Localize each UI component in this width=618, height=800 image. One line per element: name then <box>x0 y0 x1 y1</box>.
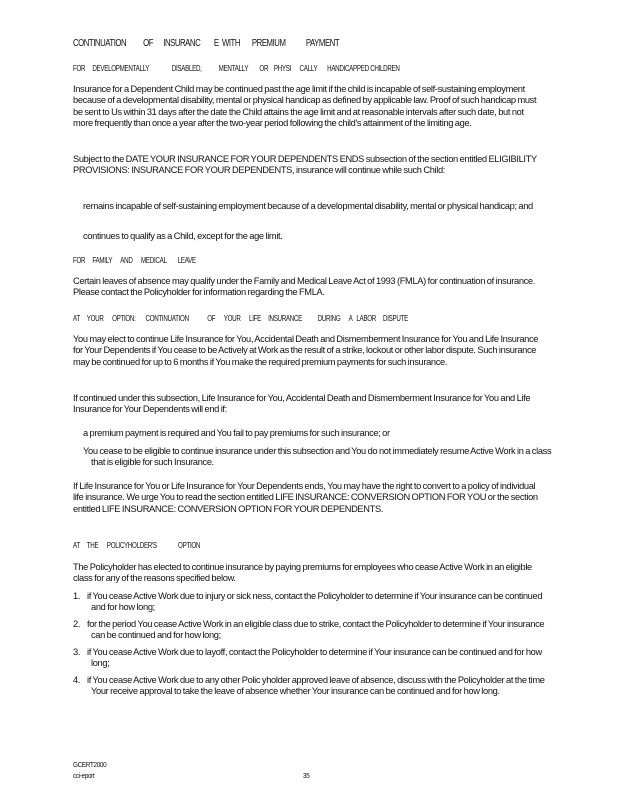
numbered-item <box>73 647 557 670</box>
subheading-labor-dispute: AT YOUR OPTION: CONTINUATION OF YOUR LIFE INSURANCE DURING A LABOR DISPUTE <box>73 314 408 323</box>
item-number: 3. <box>73 647 81 657</box>
numbered-item <box>73 675 557 698</box>
list-item-text: continues to qualify as a Child, except for the age limit. <box>83 231 283 241</box>
list-item-text: a premium payment is required and You fail to pay premiums for such insurance; or <box>83 428 390 438</box>
section-heading: CONTINUATION OF INSURANC E WITH PREMIUM PAYMENT <box>73 38 340 49</box>
list-item-text: You cease to be eligible to continue insurance under this subsection and You do not immediately resume Active Work in a class that is eligible for such Insurance. <box>83 446 552 468</box>
item-text: if You cease Active Work due to any other Polic yholder approved leave of absence, discuss with the Policyholder at the time Your receive approval to take the leave of absence whether Your insurance can be continued and for how long. <box>87 675 545 697</box>
item-number: 4. <box>73 675 81 685</box>
list-item <box>73 446 557 469</box>
item-number: 1. <box>73 591 81 601</box>
paragraph-continuation-conditions: Subject to the DATE YOUR INSURANCE FOR YOUR DEPENDENTS ENDS subsection of the section entitled ELIGIBILITY PROVISIONS: INSURANCE FOR YOUR DEPENDENTS, insurance will continue while such Child: <box>73 154 537 176</box>
list-item <box>73 201 557 212</box>
numbered-item <box>73 591 557 614</box>
footer-form-code: GCERT2000 <box>73 760 107 769</box>
subheading-disabled-children: FOR DEVELOPMENTALLY DISABLED, MENTALLY OR PHYSI CALLY HANDICAPPED CHILDREN <box>73 64 400 73</box>
paragraph-continuation-end: If continued under this subsection, Life Insurance for You, Accidental Death and Dismemberment Insurance for You and Life Insurance for Your Dependents will end if: <box>73 393 531 415</box>
subheading-policyholder-option: AT THE POLICYHOLDER'S OPTION <box>73 541 201 550</box>
footer-edition-code: cci-eport <box>73 771 95 780</box>
page-number: 35 <box>303 771 310 780</box>
item-text: if You cease Active Work due to injury or sick ness, contact the Policyholder to determine if Your insurance can be continued and for how long; <box>87 591 543 613</box>
item-text: if You cease Active Work due to layoff, contact the Policyholder to determine if Your insurance can be continued and for how long; <box>87 647 542 669</box>
subheading-fmla: FOR FAMILY AND MEDICAL LEAVE <box>73 256 196 265</box>
list-item <box>73 428 557 439</box>
paragraph-policyholder-election: The Policyholder has elected to continue insurance by paying premiums for employees who cease Active Work in an eligible class for any of the reasons specified below. <box>73 562 532 584</box>
paragraph-handicapped-child: Insurance for a Dependent Child may be continued past the age limit if the child is incapable of self-sustaining employment because of a developmental disability, mental or physical handicap as defined by applicable law. Proof of such handicap must be sent to Us within 31 days after the date the Child attains the age limit and at reasonable intervals after such date, but not more frequently than once a year after the two-year period following the child's attainment of the limiting age. <box>73 84 537 128</box>
list-item <box>73 231 557 242</box>
paragraph-labor-dispute: You may elect to continue Life Insurance for You, Accidental Death and Dismemberment Insurance for You and Life Insurance for Your Dependents if You cease to be Actively at Work as the result of a strike, lockout or other labor dispute. Such insurance may be continued for up to 6 months if You make the required premium payments for such insurance. <box>73 334 539 367</box>
numbered-item <box>73 619 557 642</box>
item-text: for the period You cease Active Work in an eligible class due to strike, contact the Policyholder to determine if Your insurance can be continued and for how long; <box>87 619 545 641</box>
paragraph-conversion-option: If Life Insurance for You or Life Insurance for Your Dependents ends, You may have the right to convert to a policy of individual life insurance. We urge You to read the section entitled LIFE INSURANCE: CONVERSION OPTION FOR YOU or the section entitled LIFE INSURANCE: CONVERSION OPTION FOR YOUR DEPENDENTS. <box>73 481 538 514</box>
list-item-text: remains incapable of self-sustaining employment because of a developmental disability, mental or physical handicap; and <box>83 201 533 211</box>
paragraph-fmla: Certain leaves of absence may qualify under the Family and Medical Leave Act of 1993 (FMLA) for continuation of insurance. Please contact the Policyholder for information regarding the FMLA. <box>73 276 535 298</box>
item-number: 2. <box>73 619 81 629</box>
